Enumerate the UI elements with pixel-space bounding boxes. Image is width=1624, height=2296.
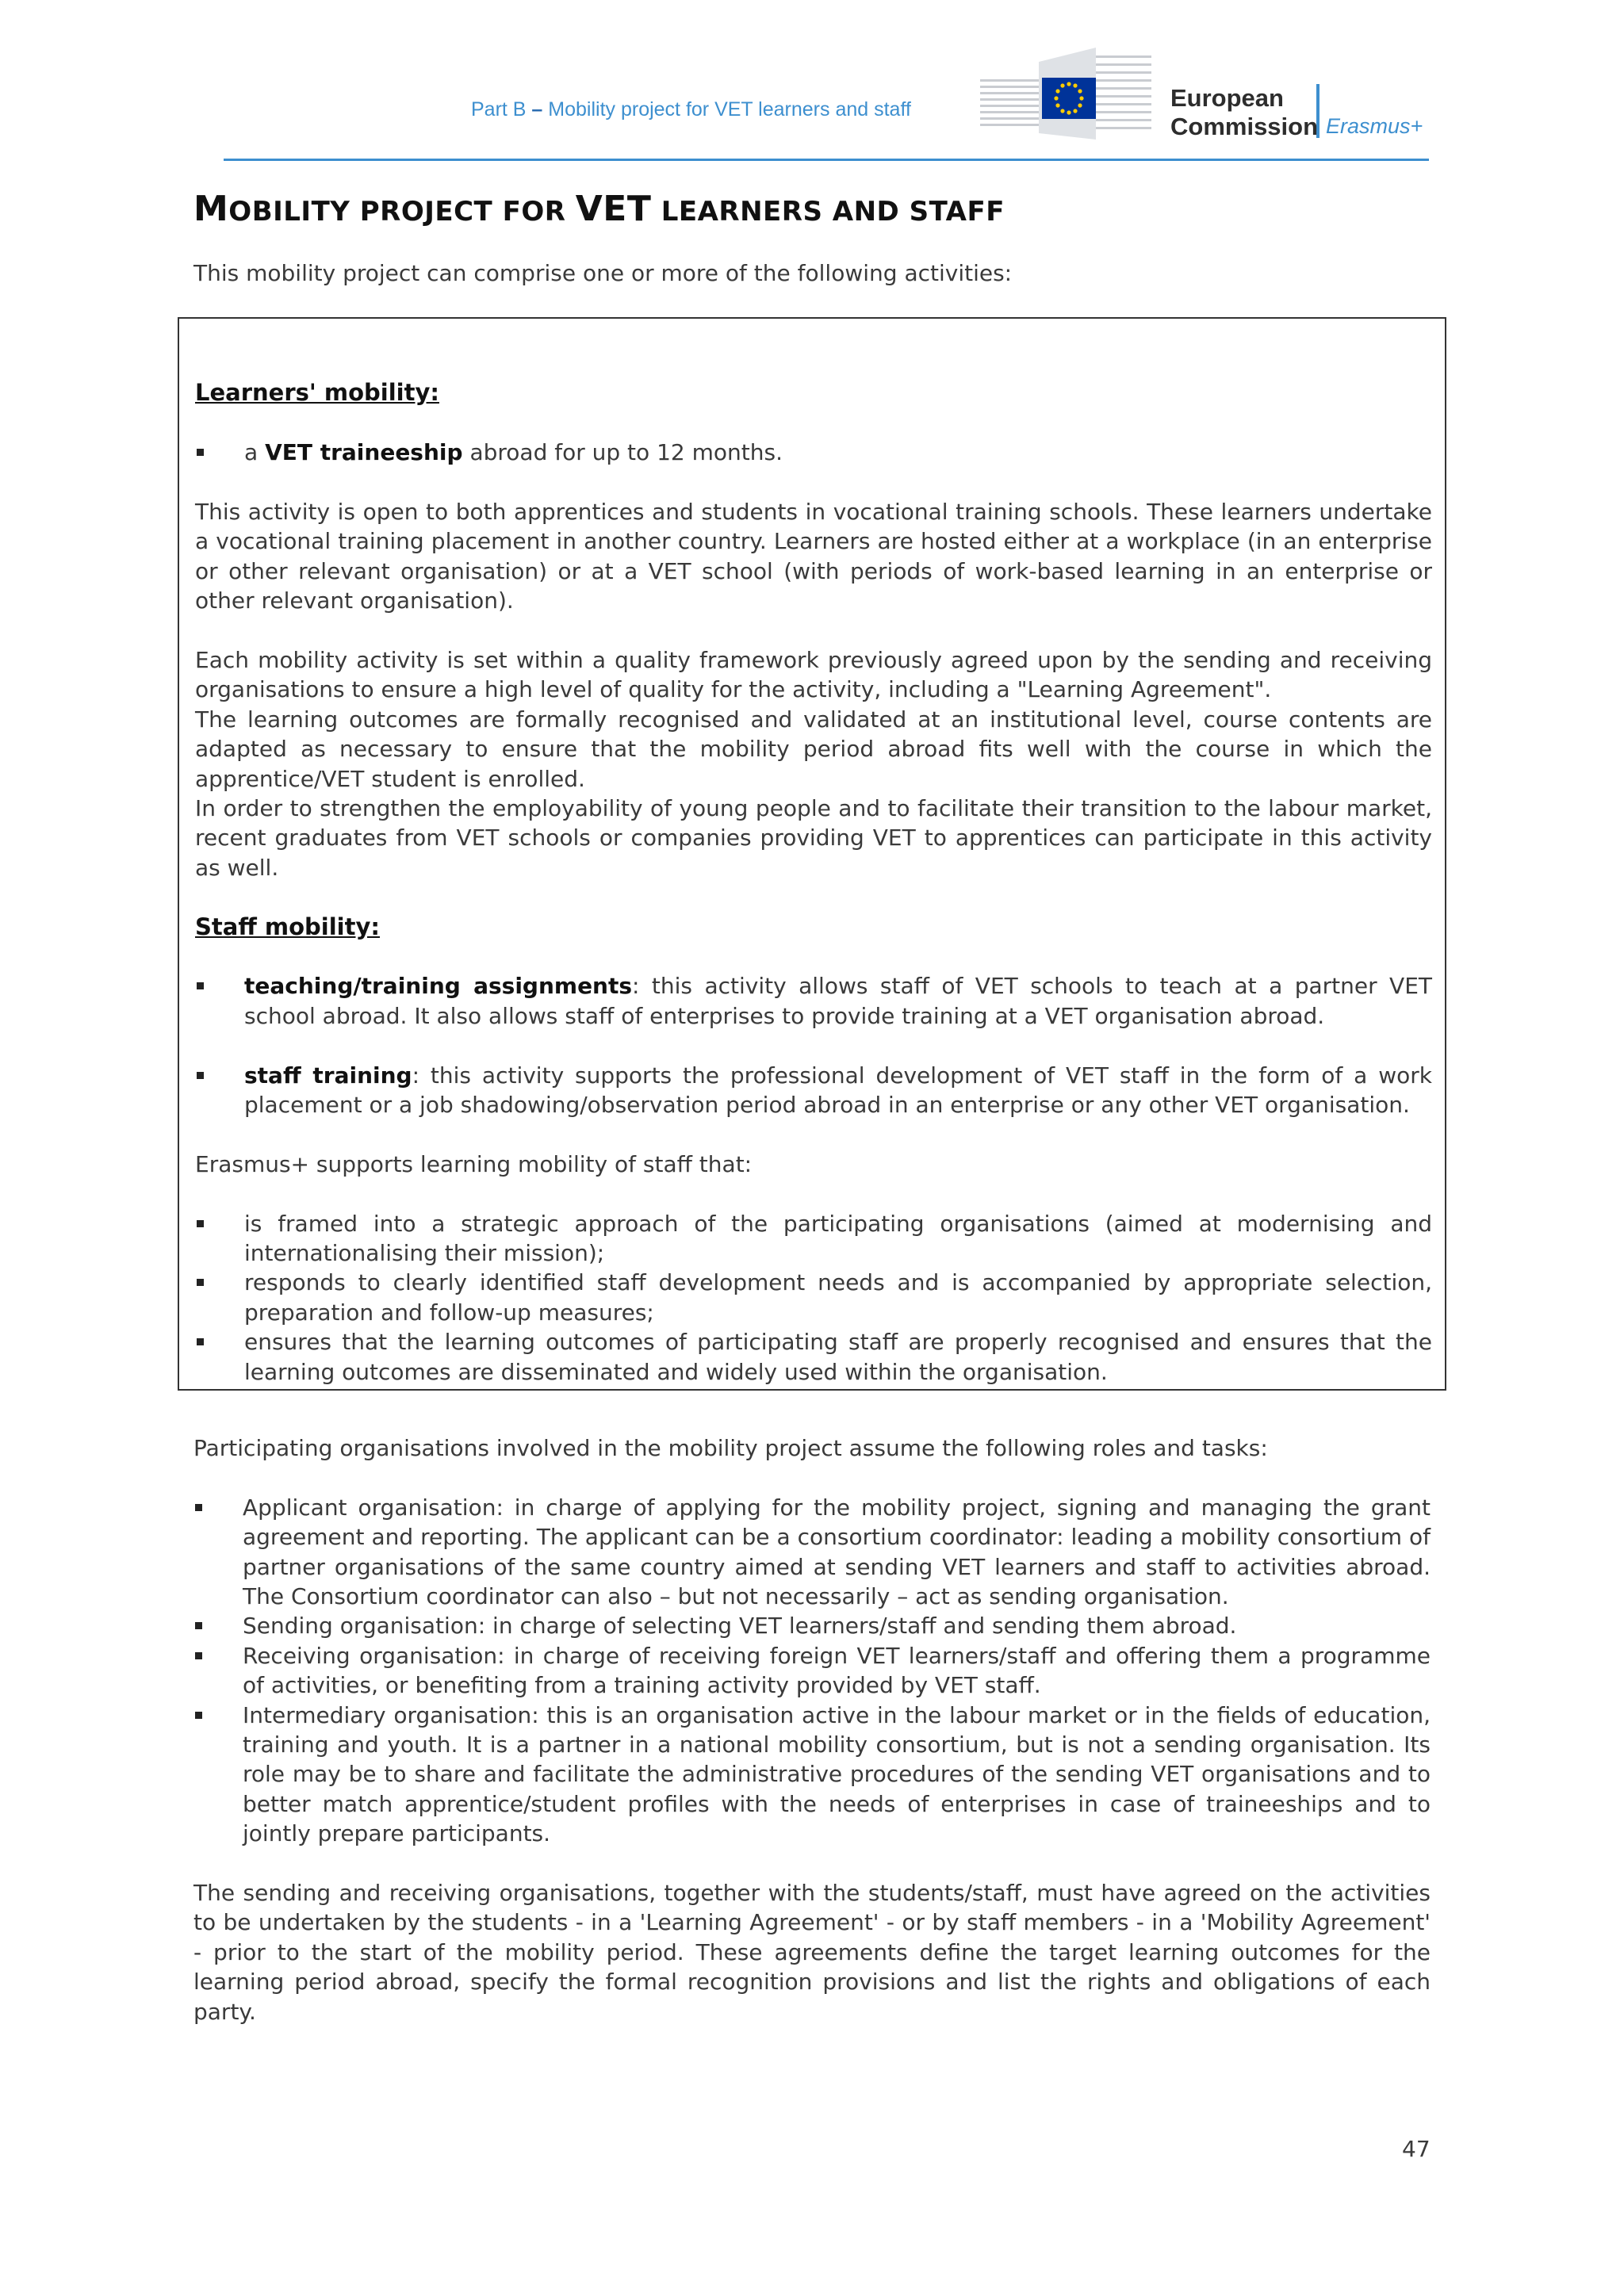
roles-intro: Participating organisations involved in the mobility project assume the following roles and tasks: — [193, 1435, 1268, 1461]
list-item — [195, 1327, 1432, 1387]
bullet-square-icon — [197, 1338, 204, 1345]
teaching-assignments-term: teaching/training assignments — [244, 973, 633, 1000]
title-part-1: OBILITY PROJECT FOR — [228, 196, 576, 228]
activities-box-content — [195, 349, 1432, 1387]
list-item — [195, 971, 1432, 1031]
bullet-square-icon — [197, 1072, 204, 1079]
list-item — [193, 1641, 1431, 1701]
header-part-text: Part B — [471, 98, 532, 121]
logo-line-commission: Commission — [1170, 113, 1319, 140]
roles-section — [193, 1433, 1431, 2026]
bullet-text: a — [244, 439, 266, 466]
bullet-text: ensures that the learning outcomes of participating staff are properly recognised and ensures that the learning outcomes are disseminated and widely used within the organisation. — [244, 1329, 1432, 1385]
logo-line-european: European — [1170, 84, 1284, 112]
staff-bullet-list-1 — [195, 971, 1432, 1031]
learning-outcomes-paragraph: The learning outcomes are formally recognised and validated at an institutional level, course contents are adapted as necessary to ensure that the mobility period abroad fits well with the course in which the apprentice/VET student is enrolled. — [195, 706, 1432, 792]
bullet-square-icon — [195, 1652, 202, 1659]
intro-paragraph: This mobility project can comprise one or more of the following activities: — [193, 260, 1013, 286]
list-item — [193, 1493, 1431, 1612]
closing-paragraph: The sending and receiving organisations, together with the students/staff, must have agreed on the activities to be undertaken by the students - in a 'Learning Agreement' - or by staff members - in a 'Mobility Agreement' - prior to the start of the mobility period. These agreements define the target learning outcomes for the learning period abroad, specify the formal recognition provisions and list the rights and obligations of each party. — [193, 1880, 1431, 2025]
page-header — [0, 0, 1624, 166]
bullet-square-icon — [197, 1279, 204, 1286]
bullet-text: responds to clearly identified staff development needs and is accompanied by appropriate selection, preparation and follow-up measures; — [244, 1269, 1432, 1326]
vet-traineeship-term: VET traineeship — [265, 439, 463, 466]
staff-training-term: staff training — [244, 1062, 412, 1089]
title-vet: VET — [575, 189, 652, 229]
list-item — [193, 1611, 1431, 1640]
bullet-text: : this activity allows staff of VET schools to teach at a partner VET school abroad. It also allows staff of enterprises to provide training at a VET organisation abroad. — [244, 973, 1432, 1029]
staff-mobility-heading: Staff mobility: — [195, 913, 380, 940]
bullet-square-icon — [195, 1622, 202, 1629]
bullet-square-icon — [197, 1220, 204, 1227]
activities-box — [178, 317, 1446, 1391]
supports-intro: Erasmus+ supports learning mobility of staff that: — [195, 1150, 753, 1177]
list-item — [193, 1701, 1431, 1849]
title-part-2: LEARNERS AND STAFF — [651, 196, 1005, 228]
header-divider — [224, 159, 1429, 161]
list-item — [195, 1209, 1432, 1269]
bullet-square-icon — [197, 449, 204, 456]
list-item — [195, 1268, 1432, 1327]
bullet-square-icon — [195, 1712, 202, 1719]
bullet-text: : this activity supports the professional development of VET staff in the form of a work placement or a job shadowing/observation period abroad in an enterprise or any other VET organisation. — [244, 1062, 1432, 1119]
bullet-text: Sending organisation: in charge of selecting VET learners/staff and sending them abroad. — [243, 1613, 1237, 1640]
bullet-text: Applicant organisation: in charge of applying for the mobility project, signing and managing the grant agreement and reporting. The applicant can be a consortium coordinator: leading a mobility consortium of partner organisations of the same country aimed at sending VET learners and staff to activities abroad. The Consortium coordinator can also – but not necessarily – act as sending organisation. — [243, 1494, 1431, 1610]
european-commission-logo — [980, 48, 1432, 143]
header-title-text: Mobility project for VET learners and staff — [542, 98, 911, 121]
bullet-text: Receiving organisation: in charge of receiving foreign VET learners/staff and offering them a programme of activities, or benefiting from a training activity provided by VET staff. — [243, 1642, 1431, 1699]
page-title — [193, 189, 1005, 229]
learners-bullet-list — [195, 438, 1432, 467]
bullet-text: abroad for up to 12 months. — [462, 439, 783, 466]
roles-bullet-list — [193, 1493, 1431, 1849]
list-item — [195, 1061, 1432, 1120]
staff-bullet-list-2 — [195, 1061, 1432, 1120]
page-number: 47 — [1402, 2136, 1431, 2162]
learners-paragraph: This activity is open to both apprentices and students in vocational training schools. These learners undertake a vocational training placement in another country. Learners are hosted either at a workplace (in an enterprise or other relevant organisation) or at a VET school (with periods of work-based learning in an enterprise or other relevant organisation). — [195, 498, 1432, 614]
header-dash: – — [531, 98, 543, 121]
employability-paragraph: In order to strengthen the employability of young people and to facilitate their transition to the labour market, recent graduates from VET schools or companies providing VET to apprentices can participate in this activity as well. — [195, 795, 1432, 881]
list-item — [195, 438, 1432, 467]
quality-framework-paragraph: Each mobility activity is set within a quality framework previously agreed upon by the sending and receiving organisations to ensure a high level of quality for the activity, including a "Learning Agreement". — [195, 647, 1432, 703]
header-part-label — [471, 98, 911, 121]
supports-bullet-list — [195, 1209, 1432, 1387]
erasmus-plus-brand: Erasmus+ — [1326, 114, 1423, 138]
title-initial: M — [193, 189, 229, 229]
bullet-square-icon — [195, 1504, 202, 1511]
learners-mobility-heading: Learners' mobility: — [195, 379, 439, 407]
bullet-text: is framed into a strategic approach of the participating organisations (aimed at modernising and internationalising their mission); — [244, 1210, 1432, 1267]
bullet-text: Intermediary organisation: this is an organisation active in the labour market or in the fields of education, training and youth. It is a partner in a national mobility consortium, but is not a sending organisation. Its role may be to share and facilitate the administrative procedures of the sending VET organisations and to better match apprentice/student profiles with the needs of enterprises in case of traineeships and to jointly prepare participants. — [243, 1701, 1431, 1847]
ec-logo-text — [1170, 84, 1318, 141]
bullet-square-icon — [197, 982, 204, 989]
